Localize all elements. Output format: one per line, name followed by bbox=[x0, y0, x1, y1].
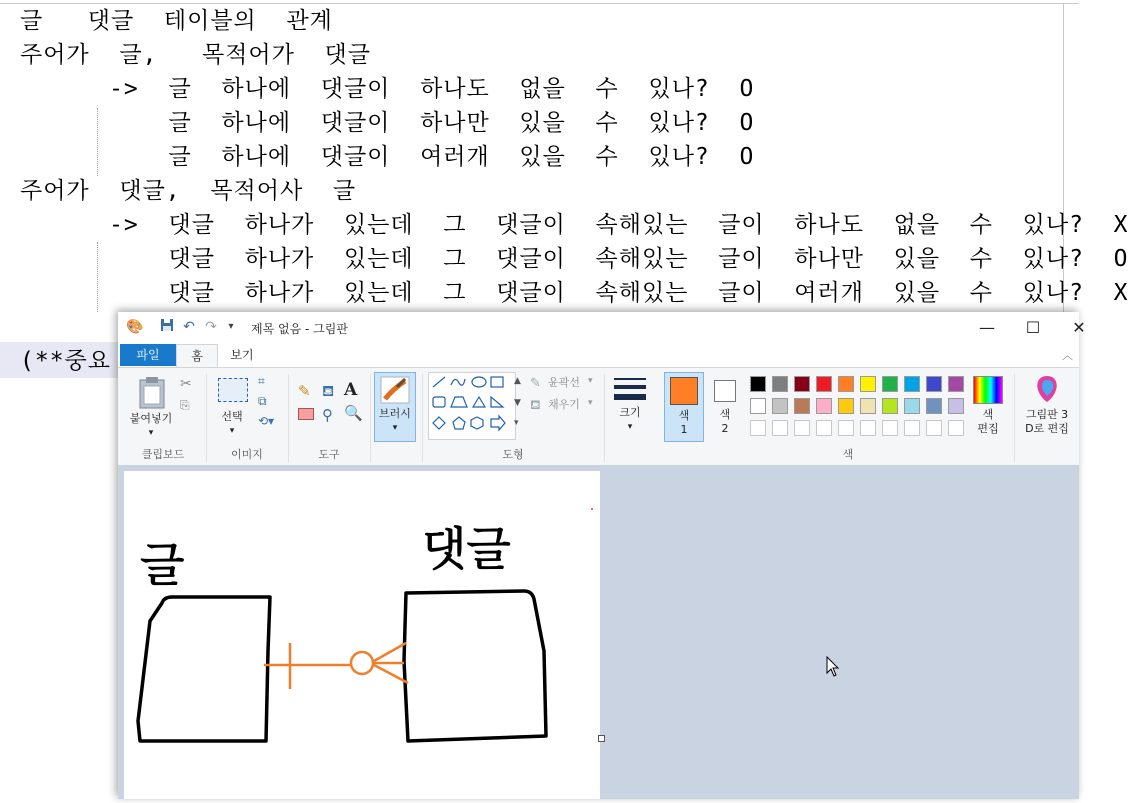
title-bar[interactable] bbox=[118, 312, 1086, 343]
resize-icon[interactable]: ⧉ bbox=[258, 394, 267, 408]
paint-window bbox=[118, 312, 1086, 799]
cut-icon[interactable]: ✂ bbox=[180, 376, 192, 392]
paint3d-label-1: 그림판 3 bbox=[1025, 408, 1069, 421]
palette-color-swatch[interactable] bbox=[882, 398, 898, 414]
palette-custom-slot[interactable] bbox=[772, 420, 788, 436]
magnifier-icon[interactable]: 🔍 bbox=[344, 404, 363, 422]
window-title: 제목 없음 - 그림판 bbox=[251, 322, 348, 336]
palette-color-swatch[interactable] bbox=[882, 376, 898, 392]
fill-bucket-icon[interactable]: ⛾ bbox=[322, 382, 335, 400]
brush-icon bbox=[379, 375, 411, 405]
ribbon bbox=[118, 367, 1079, 466]
colors-group-label: 색 bbox=[842, 448, 854, 461]
palette-custom-slot[interactable] bbox=[750, 420, 766, 436]
rotate-icon[interactable]: ⟲▾ bbox=[258, 414, 275, 428]
chevron-down-icon: ▾ bbox=[588, 398, 593, 408]
outline-label[interactable]: 윤곽선 bbox=[548, 376, 580, 389]
editor-line: 댓글 하나가 있는데 그 댓글이 속해있는 글이 하나만 있을 수 있나? O bbox=[20, 246, 1128, 272]
palette-custom-slot[interactable] bbox=[816, 420, 832, 436]
editor-line: 글 댓글 테이블의 관계 bbox=[20, 8, 333, 34]
redo-icon[interactable]: ↷ bbox=[205, 319, 217, 335]
palette-color-swatch[interactable] bbox=[904, 376, 920, 392]
color2-button[interactable] bbox=[706, 372, 746, 442]
post-entity-box bbox=[138, 597, 270, 741]
pencil-icon[interactable]: ✎ bbox=[298, 382, 311, 400]
palette-color-swatch[interactable] bbox=[772, 398, 788, 414]
tab-file[interactable]: 파일 bbox=[120, 344, 176, 366]
color1-label: 색 bbox=[678, 409, 690, 422]
chevron-down-icon: ▾ bbox=[588, 376, 593, 386]
chevron-down-icon: ▾ bbox=[392, 423, 398, 433]
customize-quick-access-icon[interactable]: ▾ bbox=[228, 321, 234, 332]
chevron-down-icon: ▾ bbox=[229, 426, 235, 436]
palette-color-swatch[interactable] bbox=[750, 398, 766, 414]
color-spectrum-icon bbox=[973, 376, 1003, 404]
edit-colors-label-2: 편집 bbox=[977, 422, 999, 435]
palette-custom-slot[interactable] bbox=[948, 420, 964, 436]
one-to-many-relationship bbox=[264, 643, 408, 689]
editor-line: 주어가 댓글, 목적어사 글 bbox=[20, 178, 357, 204]
select-button[interactable] bbox=[212, 372, 252, 442]
paint-app-icon[interactable]: 🎨 bbox=[126, 319, 144, 335]
group-divider bbox=[604, 374, 605, 462]
editor-line: 주어가 글, 목적어가 댓글 bbox=[20, 42, 371, 68]
edit-colors-label-1: 색 bbox=[982, 408, 994, 421]
chevron-down-icon: ▾ bbox=[148, 428, 154, 438]
color2-label: 색 bbox=[719, 408, 731, 421]
palette-color-swatch[interactable] bbox=[904, 398, 920, 414]
color1-number: 1 bbox=[680, 423, 688, 436]
paint3d-icon bbox=[1034, 374, 1060, 404]
chevron-down-icon: ▾ bbox=[627, 422, 633, 432]
undo-icon[interactable]: ↶ bbox=[183, 319, 195, 335]
palette-color-swatch[interactable] bbox=[794, 398, 810, 414]
collapse-ribbon-icon[interactable]: ︿ bbox=[1062, 349, 1073, 362]
palette-color-swatch[interactable] bbox=[860, 376, 876, 392]
group-divider bbox=[206, 374, 207, 462]
palette-custom-slot[interactable] bbox=[926, 420, 942, 436]
size-button[interactable] bbox=[610, 372, 650, 442]
secondary-color-swatch bbox=[714, 380, 736, 402]
shapes-icon bbox=[429, 373, 515, 439]
save-icon[interactable] bbox=[158, 318, 176, 336]
editor-line: (**중요 bbox=[20, 348, 111, 374]
scroll-up-icon[interactable]: ▲ bbox=[514, 376, 521, 386]
paste-label: 붙여넣기 bbox=[129, 412, 173, 425]
tab-home[interactable]: 홈 bbox=[176, 344, 218, 367]
paste-button[interactable] bbox=[122, 372, 176, 444]
edit-with-paint3d-button[interactable] bbox=[1018, 372, 1076, 444]
palette-color-swatch[interactable] bbox=[838, 398, 854, 414]
palette-color-swatch[interactable] bbox=[948, 376, 964, 392]
crop-icon[interactable]: ⌗ bbox=[258, 374, 265, 388]
eraser-icon[interactable] bbox=[298, 408, 314, 420]
drawing bbox=[124, 471, 600, 799]
palette-color-swatch[interactable] bbox=[948, 398, 964, 414]
canvas-resize-dot bbox=[591, 508, 593, 510]
maximize-button[interactable]: ☐ bbox=[1025, 318, 1041, 337]
drawing-label-post: 글 bbox=[140, 538, 185, 592]
line-size-icon bbox=[614, 376, 646, 404]
palette-custom-slot[interactable] bbox=[882, 420, 898, 436]
mouse-cursor-icon bbox=[826, 656, 840, 678]
fill-label[interactable]: 채우기 bbox=[548, 398, 580, 411]
shapes-gallery[interactable] bbox=[428, 372, 516, 440]
group-divider bbox=[370, 374, 371, 462]
palette-color-swatch[interactable] bbox=[838, 376, 854, 392]
paint3d-label-2: D로 편집 bbox=[1025, 422, 1069, 435]
group-divider bbox=[1014, 374, 1015, 462]
close-button[interactable]: ✕ bbox=[1072, 318, 1086, 337]
color-picker-icon[interactable]: ⚲ bbox=[322, 406, 333, 424]
group-divider bbox=[288, 374, 289, 462]
editor-line: 글 하나에 댓글이 하나만 있을 수 있나? O bbox=[20, 110, 755, 136]
canvas-resize-handle[interactable] bbox=[598, 735, 605, 742]
palette-custom-slot[interactable] bbox=[860, 420, 876, 436]
select-label: 선택 bbox=[221, 410, 243, 423]
group-divider bbox=[422, 374, 423, 462]
palette-color-swatch[interactable] bbox=[772, 376, 788, 392]
copy-icon[interactable]: ⎘ bbox=[180, 398, 190, 412]
drawing-canvas[interactable] bbox=[124, 471, 600, 799]
clipboard-group-label: 클립보드 bbox=[141, 448, 185, 461]
image-group-label: 이미지 bbox=[231, 448, 263, 461]
ribbon-tabs bbox=[118, 343, 1079, 367]
palette-color-swatch[interactable] bbox=[926, 398, 942, 414]
clipboard-icon bbox=[138, 376, 166, 410]
color2-number: 2 bbox=[721, 422, 729, 435]
palette-color-swatch[interactable] bbox=[816, 376, 832, 392]
editor-line: 글 하나에 댓글이 여러개 있을 수 있나? O bbox=[20, 144, 755, 170]
editor-line: -> 댓글 하나가 있는데 그 댓글이 속해있는 글이 하나도 없을 수 있나? X bbox=[20, 212, 1128, 238]
text-tool-icon[interactable]: A bbox=[344, 380, 358, 400]
brush-button[interactable] bbox=[374, 372, 416, 442]
drawing-label-comment: 댓글 bbox=[422, 522, 511, 576]
palette-custom-slot[interactable] bbox=[838, 420, 854, 436]
palette-custom-slot[interactable] bbox=[904, 420, 920, 436]
shapes-group-label: 도형 bbox=[502, 448, 524, 461]
outline-icon: ✎ bbox=[530, 376, 541, 391]
palette-color-swatch[interactable] bbox=[860, 398, 876, 414]
comment-entity-box bbox=[404, 591, 546, 741]
minimize-button[interactable]: — bbox=[979, 318, 995, 337]
brush-label: 브러시 bbox=[379, 407, 411, 420]
editor-line: 댓글 하나가 있는데 그 댓글이 속해있는 글이 여러개 있을 수 있나? X bbox=[20, 280, 1128, 306]
primary-color-swatch bbox=[670, 377, 698, 405]
palette-color-swatch[interactable] bbox=[794, 376, 810, 392]
canvas-workspace[interactable] bbox=[118, 465, 1079, 799]
palette-custom-slot[interactable] bbox=[794, 420, 810, 436]
palette-color-swatch[interactable] bbox=[926, 376, 942, 392]
palette-color-swatch[interactable] bbox=[816, 398, 832, 414]
tab-view[interactable]: 보기 bbox=[230, 348, 254, 362]
size-label: 크기 bbox=[619, 406, 641, 419]
tools-group-label: 도구 bbox=[318, 448, 340, 461]
scroll-down-icon[interactable]: ▼ bbox=[514, 398, 521, 408]
fill-icon: ⛾ bbox=[530, 398, 541, 413]
select-rect-icon bbox=[218, 378, 248, 402]
palette-color-swatch[interactable] bbox=[750, 376, 766, 392]
edit-colors-button[interactable] bbox=[970, 372, 1006, 442]
color1-button[interactable] bbox=[664, 372, 704, 442]
editor-line: -> 글 하나에 댓글이 하나도 없을 수 있나? O bbox=[20, 76, 755, 102]
expand-gallery-icon[interactable]: ▾ bbox=[514, 418, 519, 428]
